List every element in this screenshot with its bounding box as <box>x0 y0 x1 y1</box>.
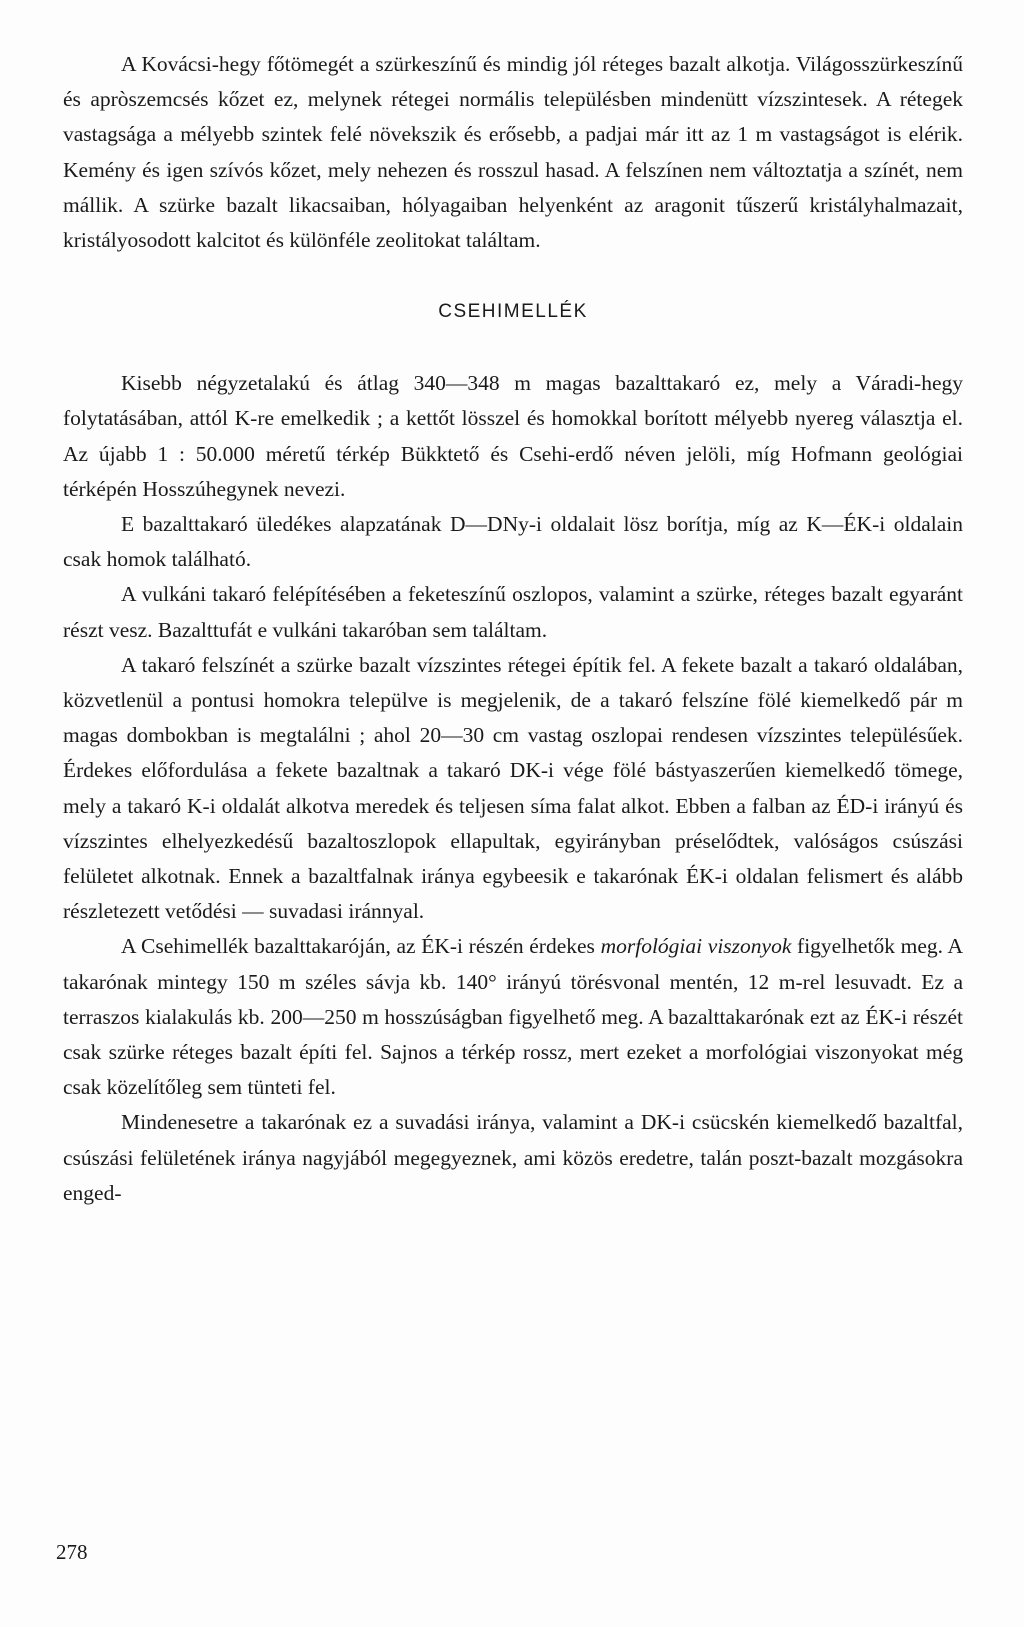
paragraph-text: figyelhetők meg. A takarónak mintegy 150 m széles sávja kb. 140° irányú törésvonal mentén, 12 m-rel lesuvadt. Ez a terraszos kialakulás kb. 200—250 m hosszúságban figyelhető meg. A bazalttakarónak ezt az ÉK-i részét csak szürke réteges bazalt építi fel. Sajnos a térkép rossz, mert ezeket a morfológiai viszonyokat még csak közelítőleg sem tünteti fel. <box>63 934 964 1100</box>
paragraph: Kisebb négyzetalakú és átlag 340—348 m magas bazalttakaró ez, mely a Váradi-hegy folytatásában, attól K-re emelkedik ; a kettőt lösszel és homokkal borított mélyebb nyereg választja el. Az újabb 1 : 50.000 méretű térkép Bükktető és Csehi-erdő néven jelöli, míg Hofmann geológiai térképén Hosszúhegynek nevezi. <box>63 371 963 501</box>
paragraph-morphology <box>63 929 963 1105</box>
paragraph-final: Mindenesetre a takarónak ez a suvadási iránya, valamint a DK-i csücskén kiemelkedő bazaltfal, csúszási felületének iránya nagyjából megegyeznek, ami közös eredetre, talán poszt-bazalt mozgásokra enged- <box>63 1110 963 1205</box>
section-heading: CSEHIMELLÉK <box>438 301 588 323</box>
body-text <box>63 47 963 1211</box>
paragraph: A vulkáni takaró felépítésében a feketeszínű oszlopos, valamint a szürke, réteges bazalt egyaránt részt vesz. Bazalttufát e vulkáni takaróban sem találtam. <box>63 582 963 642</box>
paragraph-intro: A Kovácsi-hegy főtömegét a szürkeszínű és mindig jól réteges bazalt alkotja. Világosszürkeszínű és apròszemcsés kőzet ez, melynek rétegei normális településben mindenütt vízszintesek. A rétegek vastagsága a mélyebb szintek felé növekszik és erősebb, a padjai már itt az 1 m vastagságot is elérik. Kemény és igen szívós kőzet, mely nehezen és rosszul hasad. A felszínen nem változtatja a színét, nem mállik. A szürke bazalt likacsaiban, hólyagaiban helyenként az aragonit tűszerű kristályhalmazait, kristályosodott kalcitot és különféle zeolitokat találtam. <box>63 52 963 253</box>
paragraph: A takaró felszínét a szürke bazalt vízszintes rétegei építik fel. A fekete bazalt a takaró oldalában, közvetlenül a pontusi homokra települve is megjelenik, de a takaró felszíne fölé kiemelkedő pár m magas dombokban is megtalálni ; ahol 20—30 cm vastag oszlopai rendesen vízszintes településűek. Érdekes előfordulása a fekete bazaltnak a takaró DK-i vége fölé bástyaszerűen kiemelkedő tömege, mely a takaró K-i oldalát alkotva meredek és teljesen síma falat alkot. Ebben a falban az ÉD-i irányú és vízszintes elhelyezkedésű bazaltoszlopok ellapultak, egyirányban préselődtek, valóságos csúszási felületet alkotnak. Ennek a bazaltfalnak iránya egybeesik e takarónak ÉK-i oldalan felismert és alább részletezett vetődési — suvadasi iránnyal. <box>63 652 963 924</box>
italic-term: morfológiai viszonyok <box>600 934 792 959</box>
paragraph: E bazalttakaró üledékes alapzatának D—DNy-i oldalait lösz borítja, míg az K—ÉK-i oldalain csak homok található. <box>63 512 963 572</box>
paragraph-text: A Csehimellék bazalttakaróján, az ÉK-i részén érdekes <box>121 934 601 959</box>
page-number: 278 <box>56 1540 88 1564</box>
